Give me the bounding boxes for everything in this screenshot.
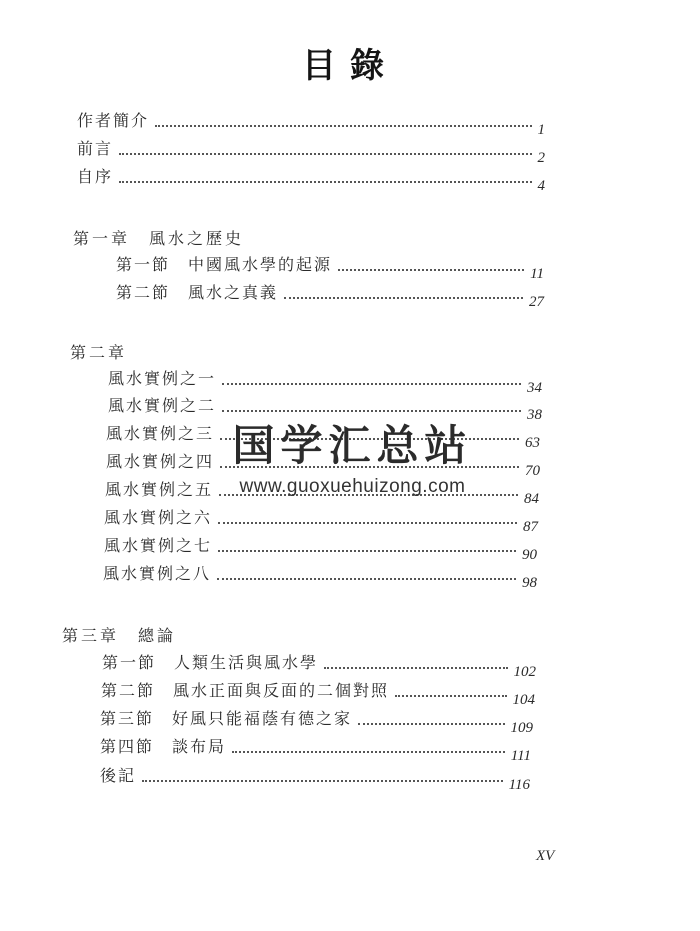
toc-entry[interactable]	[104, 536, 537, 563]
toc-entry-label: 風水實例之六	[104, 508, 213, 527]
dot-leader	[395, 695, 506, 697]
toc-entry-label: 第四節 談布局	[100, 737, 227, 756]
toc-entry-page: 109	[510, 720, 533, 736]
dot-leader	[284, 297, 523, 299]
toc-entry-page: 2	[537, 150, 545, 166]
watermark-text: 国学汇总站	[232, 421, 473, 470]
dot-leader	[119, 153, 531, 155]
toc-entry-label: 風水實例之四	[106, 452, 215, 471]
toc-entry-page: 111	[510, 748, 531, 764]
toc-entry-page: 11	[530, 266, 544, 282]
toc-entry[interactable]	[108, 369, 542, 396]
dot-leader	[155, 125, 531, 127]
toc-entry-label: 第二節 風水正面與反面的二個對照	[101, 681, 390, 700]
toc-entry-page: 38	[527, 407, 542, 423]
toc-entry[interactable]	[100, 737, 531, 764]
watermark	[215, 420, 490, 498]
toc-entry-page: 98	[522, 575, 537, 591]
toc-entry-page: 70	[525, 463, 540, 479]
toc-entry-label: 前言	[77, 139, 114, 158]
dot-leader	[232, 751, 505, 753]
toc-entry[interactable]	[116, 255, 544, 282]
chapter-heading[interactable]: 第三章 總論	[62, 626, 177, 645]
toc-entry-page: 104	[512, 692, 535, 708]
toc-entry-page: 27	[529, 294, 544, 310]
page-title: 目錄	[302, 46, 398, 86]
dot-leader	[119, 181, 531, 183]
dot-leader	[222, 410, 521, 412]
dot-leader	[218, 522, 517, 524]
toc-entry-page: 116	[508, 777, 530, 793]
toc-entry-label: 風水實例之七	[104, 536, 213, 555]
footer-page-number: XV	[536, 848, 555, 864]
toc-entry-label: 後記	[100, 766, 137, 785]
toc-entry-page: 90	[522, 547, 537, 563]
toc-entry[interactable]	[100, 766, 530, 793]
toc-entry-label: 風水實例之二	[108, 396, 217, 415]
toc-entry[interactable]	[103, 564, 537, 591]
dot-leader	[142, 780, 503, 782]
toc-entry-label: 第一節 中國風水學的起源	[116, 255, 333, 274]
toc-entry[interactable]	[100, 709, 533, 736]
toc-entry-page: 84	[524, 491, 539, 507]
toc-entry[interactable]	[116, 283, 544, 310]
toc-entry[interactable]	[77, 167, 545, 194]
toc-entry[interactable]	[104, 508, 538, 535]
toc-entry-page: 1	[537, 122, 545, 138]
dot-leader	[324, 667, 507, 669]
watermark-url: www.guoxuehuizong.com	[239, 476, 466, 497]
toc-entry-label: 風水實例之一	[108, 369, 217, 388]
chapter-heading[interactable]: 第一章 風水之歷史	[73, 229, 245, 248]
dot-leader	[358, 723, 504, 725]
dot-leader	[338, 269, 524, 271]
toc-entry-label: 第二節 風水之真義	[116, 283, 279, 302]
toc-entry-label: 自序	[77, 167, 114, 186]
toc-entry-label: 風水實例之五	[105, 480, 214, 499]
toc-entry-page: 63	[525, 435, 540, 451]
dot-leader	[217, 578, 516, 580]
toc-entry-label: 作者簡介	[77, 111, 150, 130]
toc-entry-page: 34	[527, 380, 542, 396]
toc-entry[interactable]	[102, 653, 536, 680]
toc-entry-page: 102	[513, 664, 536, 680]
toc-entry-page: 87	[523, 519, 538, 535]
dot-leader	[222, 383, 521, 385]
chapter-heading[interactable]: 第二章	[70, 343, 128, 362]
toc-entry-label: 風水實例之八	[103, 564, 212, 583]
toc-entry-page: 4	[537, 178, 545, 194]
toc-entry[interactable]	[108, 396, 542, 423]
toc-entry[interactable]	[101, 681, 535, 708]
dot-leader	[218, 550, 516, 552]
toc-entry-label: 第一節 人類生活與風水學	[102, 653, 319, 672]
toc-entry-label: 第三節 好風只能福蔭有德之家	[100, 709, 353, 728]
toc-entry[interactable]	[77, 111, 545, 138]
toc-entry-label: 風水實例之三	[106, 424, 215, 443]
toc-entry[interactable]	[77, 139, 545, 166]
